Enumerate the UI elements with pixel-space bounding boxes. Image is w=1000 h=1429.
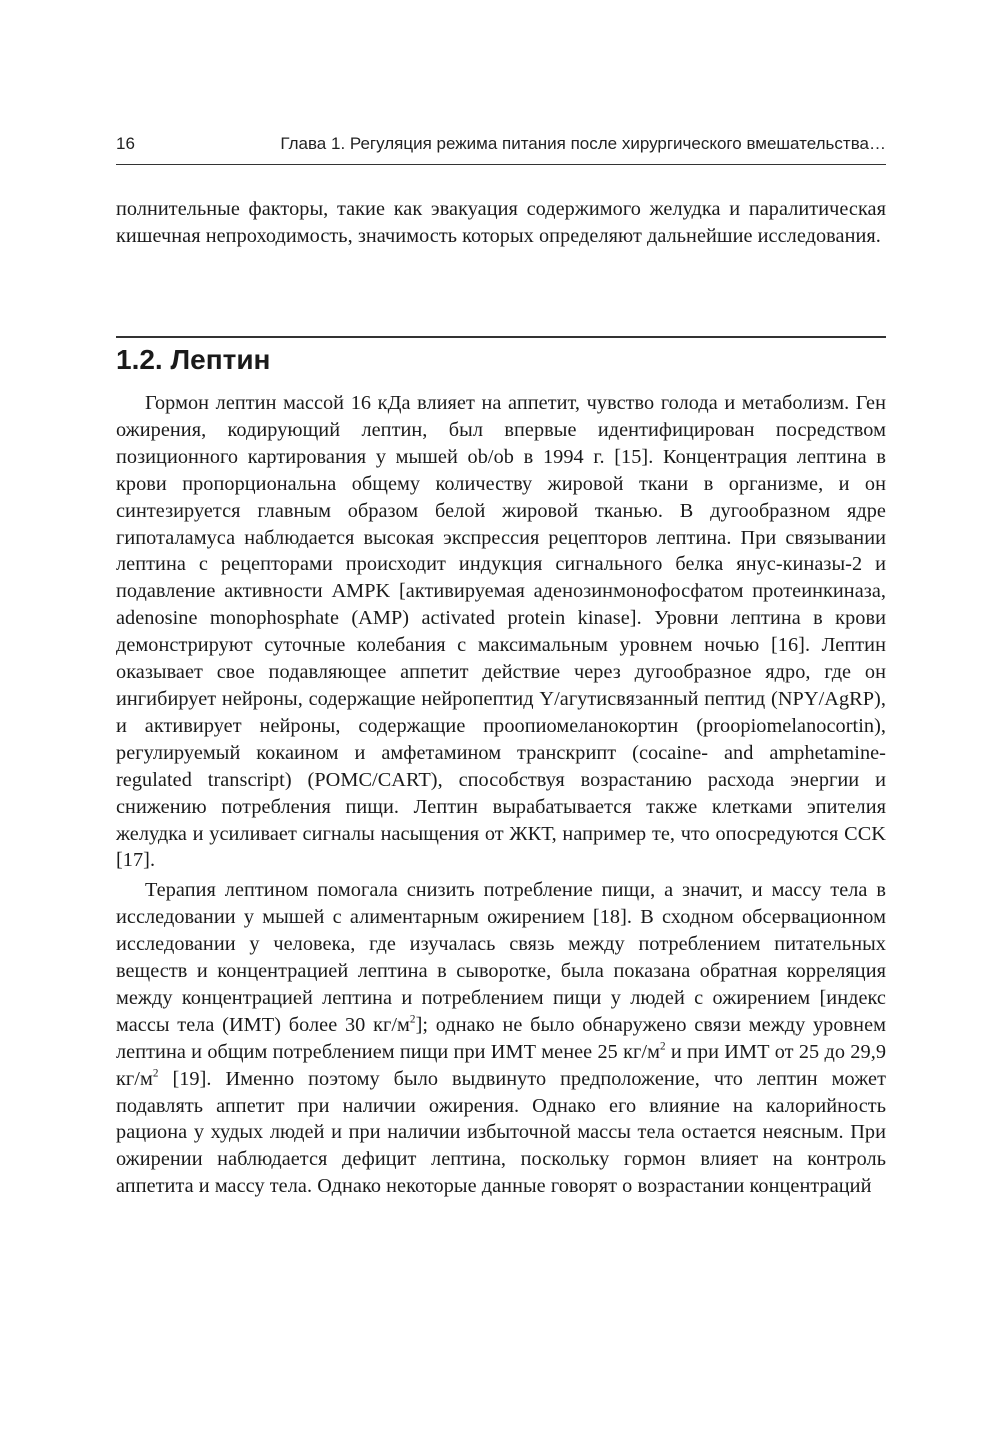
continuation-text	[116, 196, 886, 250]
paragraph-2	[116, 877, 886, 1200]
section-heading: 1.2. Лептин	[116, 344, 271, 375]
superscript-3: 2	[152, 1067, 159, 1080]
paragraph-2-part-1: Терапия лептином помогала снизить потребление пищи, а значит, и массу тела в исследовании у мышей с алиментарным ожирением [18]. В сходном обсервационном исследовании у человека, где изучалась связь между потреблением питательных веществ и концентрацией лептина в сыворотке, была показана обратная корреляция между концентрацией лептина и потреблением пищи у людей с ожирением [индекс массы тела (ИМТ) более 30 кг/м	[116, 879, 886, 1036]
continuation-paragraph: полнительные факторы, такие как эвакуация содержимого желудка и паралитическая кишечная непроходимость, значимость которых определяют дальнейшие исследования.	[116, 198, 886, 247]
paragraph-2-part-3: и при ИМТ от 25 до 29,9 кг/м	[116, 1040, 887, 1090]
page-header	[116, 134, 886, 160]
header-rule	[116, 164, 886, 165]
superscript-2: 2	[659, 1040, 666, 1053]
paragraph-1: Гормон лептин массой 16 кДа влияет на аппетит, чувство голода и метаболизм. Ген ожирения, кодирующий лептин, был впервые идентифицирован посредством позиционного картирования у мышей ob/ob в 1994 г. [15]. Концентрация лептина в крови пропорциональна общему количеству жировой ткани в организме, и он синтезируется главным образом белой жировой тканью. В дугообразном ядре гипоталамуса наблюдается высокая экспрессия рецепторов лептина. При связывании лептина с рецепторами происходит индукция сигнального белка янус-киназы-2 и подавление активности AMPK [активируемая аденозинмонофосфатом протеинкиназа, adenosine monophosphate (AMP) activated protein kinase]. Уровни лептина в крови демонстрируют суточные колебания с максимальным уровнем ночью [16]. Лептин оказывает свое подавляющее аппетит действие через дугообразное ядро, где он ингибирует нейроны, содержащие нейропептид Y/агутисвязанный пептид (NPY/AgRP), и активирует нейроны, содержащие проопиомеланокортин (proopiomelanocortin), регулируемый кокаином и амфетамином транскрипт (cocaine- and amphetamine-regulated transcript) (POMC/CART), способствуя возрастанию расхода энергии и снижению потребления пищи. Лептин вырабатывается также клетками эпителия желудка и усиливает сигналы насыщения от ЖКТ, например те, что опосредуются CCK [17].	[116, 392, 886, 872]
section-body	[116, 390, 886, 1200]
paragraph-2-part-2: ]; однако не было обнаружено связи между уровнем лептина и общим потреблением пищи при ИМТ менее 25 кг/м	[116, 1013, 887, 1063]
paragraph-2-part-4: [19]. Именно поэтому было выдвинуто предположение, что лептин может подавлять аппетит при наличии ожирения. Однако его влияние на калорийность рациона у худых людей и при наличии избыточной массы тела остается неясным. При ожирении наблюдается дефицит лептина, поскольку гормон влияет на контроль аппетита и массу тела. Однако некоторые данные говорят о возрастании концентраций	[116, 1067, 886, 1198]
page-number: 16	[116, 134, 135, 153]
section-rule	[116, 336, 886, 338]
superscript-1: 2	[409, 1013, 416, 1026]
running-head: Глава 1. Регуляция режима питания после хирургического вмешательства…	[280, 134, 886, 153]
